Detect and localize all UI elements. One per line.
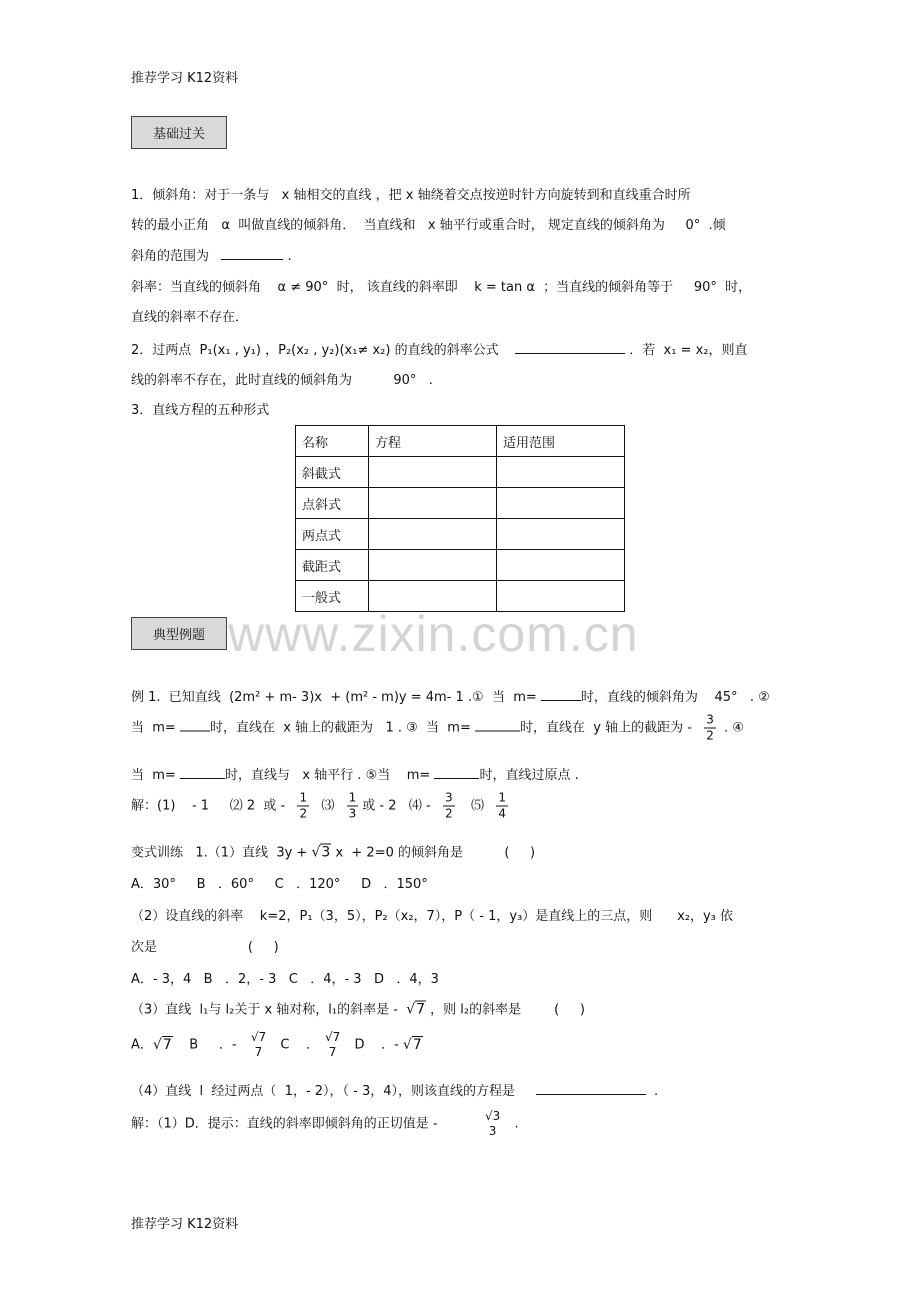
section-heading-examples: 典型例题 bbox=[131, 617, 227, 650]
answer-blank bbox=[180, 719, 210, 732]
text-line bbox=[131, 909, 733, 925]
fraction bbox=[297, 791, 309, 822]
radicand: 7 bbox=[416, 1001, 426, 1018]
denominator: 2 bbox=[299, 806, 308, 821]
denominator: 4 bbox=[498, 806, 506, 821]
fraction bbox=[496, 791, 508, 822]
table-cell bbox=[369, 550, 497, 581]
text-segment: 3．直线方程的五种形式 bbox=[131, 403, 270, 418]
table-cell bbox=[369, 519, 497, 550]
table-header-row bbox=[296, 426, 625, 457]
text-line bbox=[131, 1082, 658, 1100]
radicand: 7 bbox=[162, 1036, 172, 1053]
table-cell-name: 一般式 bbox=[296, 581, 369, 612]
table-cell bbox=[369, 457, 497, 488]
numerator: √7 bbox=[250, 1030, 267, 1044]
text-segment: . bbox=[283, 249, 292, 264]
text-line bbox=[131, 940, 279, 956]
text-line bbox=[131, 403, 269, 419]
text-line bbox=[131, 972, 439, 988]
text-segment: （2）设直线的斜率 k=2，P₁（3，5），P₂（x₂，7），P（ - 1，y₃）是直线上的三点，则 x₂，y₃ 依 bbox=[131, 909, 734, 924]
text-segment: C ． bbox=[272, 1037, 319, 1053]
table-row bbox=[296, 550, 625, 581]
answer-blank bbox=[515, 341, 625, 354]
text-segment: A． bbox=[131, 1037, 153, 1053]
text-line bbox=[131, 877, 428, 893]
text-line bbox=[131, 791, 512, 822]
text-segment: 时，直线与 x 轴平行 . ⑤当 m= bbox=[224, 768, 435, 783]
square-root: √7 bbox=[402, 1036, 422, 1053]
text-segment: x + 2=0 的倾斜角是 ( ) bbox=[331, 845, 536, 861]
text-segment: . bbox=[645, 1084, 659, 1099]
fraction bbox=[704, 713, 716, 744]
fraction bbox=[483, 1109, 502, 1139]
section-heading-basics: 基础过关 bbox=[131, 116, 227, 149]
table-cell-name: 两点式 bbox=[296, 519, 369, 550]
table-row bbox=[296, 488, 625, 519]
numerator: √3 bbox=[484, 1109, 501, 1123]
numerator: √7 bbox=[324, 1030, 341, 1044]
page-footer: 推荐学习 K12资料 bbox=[131, 1217, 239, 1232]
text-segment: ⑸ bbox=[458, 798, 493, 814]
text-line bbox=[131, 766, 579, 784]
table-cell-name: 斜截式 bbox=[296, 457, 369, 488]
table-row bbox=[296, 457, 625, 488]
text-line bbox=[131, 247, 292, 265]
text-segment: A．30° B ．60° C ．120° D ．150° bbox=[131, 877, 428, 892]
text-segment: 斜率：当直线的倾斜角 α ≠ 90° 时， 该直线的斜率即 k = tan α ；当直线的倾斜角等于 90° 时， bbox=[131, 280, 752, 295]
text-segment: 变式训练 1.（1）直线 3y + bbox=[131, 845, 312, 861]
text-segment: 斜角的范围为 bbox=[131, 249, 222, 264]
text-line bbox=[131, 688, 770, 706]
text-segment: 次是 ( ) bbox=[131, 940, 279, 955]
text-segment: . bbox=[506, 1116, 519, 1132]
text-segment: 时，直线过原点 . bbox=[479, 768, 579, 783]
answer-blank bbox=[221, 247, 283, 260]
table-cell bbox=[497, 519, 625, 550]
text-segment: . ④ bbox=[719, 720, 744, 736]
text-segment: 转的最小正角 α 叫做直线的倾斜角． 当直线和 x 轴平行或重合时， 规定直线的倾斜角为 0° .倾 bbox=[131, 218, 726, 233]
text-segment: 线的斜率不存在，此时直线的倾斜角为 90° . bbox=[131, 373, 433, 388]
text-line bbox=[131, 310, 248, 326]
text-segment: 当 m= bbox=[131, 720, 180, 736]
text-line bbox=[131, 373, 433, 389]
text-line bbox=[131, 1002, 585, 1019]
text-segment: 2．过两点 P₁(x₁ , y₁) ，P₂(x₂ , y₂)(x₁≠ x₂) 的直线的斜率公式 bbox=[131, 343, 516, 358]
text-segment: 当 m= bbox=[131, 768, 180, 783]
table-cell bbox=[497, 488, 625, 519]
numerator: 3 bbox=[706, 712, 714, 727]
text-segment: B ．- bbox=[172, 1037, 245, 1053]
radicand: 3 bbox=[321, 844, 331, 861]
answer-blank bbox=[434, 766, 479, 779]
table-header-cell: 方程 bbox=[369, 426, 497, 457]
denominator: 3 bbox=[348, 806, 357, 821]
text-segment: （4）直线 l 经过两点（ 1，- 2），（ - 3，4），则该直线的方程是 bbox=[131, 1084, 536, 1099]
text-segment: 直线的斜率不存在． bbox=[131, 310, 249, 325]
text-line bbox=[131, 1109, 519, 1139]
table-cell bbox=[497, 550, 625, 581]
text-line bbox=[131, 845, 535, 862]
square-root: √7 bbox=[152, 1036, 172, 1053]
table-cell-name: 截距式 bbox=[296, 550, 369, 581]
fraction bbox=[323, 1030, 342, 1060]
page-header: 推荐学习 K12资料 bbox=[131, 71, 239, 86]
text-segment: ，则 l₂的斜率是 ( ) bbox=[426, 1002, 585, 1018]
text-segment: ．若 x₁ = x₂，则直 bbox=[625, 343, 748, 358]
text-segment: D ．- bbox=[346, 1037, 403, 1053]
table-header-cell: 名称 bbox=[296, 426, 369, 457]
text-segment: ⑶ bbox=[313, 798, 343, 814]
text-line bbox=[131, 218, 726, 234]
fraction bbox=[347, 791, 359, 822]
denominator: 2 bbox=[445, 806, 453, 821]
text-line bbox=[131, 280, 751, 296]
denominator: 2 bbox=[706, 728, 714, 743]
answer-blank bbox=[541, 688, 581, 701]
text-segment: A．- 3，4 B ．2，- 3 C ．4，- 3 D ．4，3 bbox=[131, 972, 439, 987]
answer-blank bbox=[475, 719, 520, 732]
denominator: 3 bbox=[488, 1124, 497, 1138]
text-segment: （3）直线 l₁与 l₂关于 x 轴对称，l₁的斜率是 - bbox=[131, 1002, 407, 1018]
text-segment: 时，直线在 y 轴上的截距为 - bbox=[520, 720, 701, 736]
denominator: 7 bbox=[328, 1045, 337, 1059]
numerator: 1 bbox=[498, 790, 506, 805]
numerator: 3 bbox=[445, 790, 453, 805]
radicand: 7 bbox=[412, 1036, 422, 1053]
text-segment: 1．倾斜角：对于一条与 x 轴相交的直线 ，把 x 轴绕着交点按逆时针方向旋转到和直线重合时所 bbox=[131, 188, 691, 203]
answer-blank bbox=[180, 766, 225, 779]
table-header-cell: 适用范围 bbox=[497, 426, 625, 457]
numerator: 1 bbox=[348, 790, 357, 805]
line-equation-forms-table bbox=[295, 425, 625, 612]
square-root: √3 bbox=[311, 844, 331, 861]
text-line bbox=[131, 713, 744, 744]
fraction bbox=[443, 791, 455, 822]
table-cell bbox=[369, 488, 497, 519]
denominator: 7 bbox=[254, 1045, 263, 1059]
text-segment: 例 1. 已知直线 (2m² + m- 3)x + (m² - m)y = 4m- 1 .① 当 m= bbox=[131, 690, 541, 705]
table-row bbox=[296, 519, 625, 550]
text-segment: 解：(1) - 1 ⑵ 2 或 - bbox=[131, 798, 294, 814]
text-line bbox=[131, 341, 748, 359]
watermark: www.zixin.com.cn bbox=[228, 606, 639, 662]
square-root: √7 bbox=[406, 1001, 426, 1018]
text-segment: 或 - 2 ⑷ - bbox=[362, 798, 439, 814]
text-line bbox=[131, 1030, 423, 1060]
table-cell bbox=[497, 457, 625, 488]
fraction bbox=[249, 1030, 268, 1060]
text-line bbox=[131, 188, 691, 204]
answer-blank bbox=[536, 1082, 646, 1095]
table-cell-name: 点斜式 bbox=[296, 488, 369, 519]
text-segment: 时，直线的倾斜角为 45° . ② bbox=[580, 690, 770, 705]
text-segment: 解：（1）D．提示：直线的斜率即倾斜角的正切值是 - bbox=[131, 1116, 479, 1132]
numerator: 1 bbox=[299, 790, 308, 805]
text-segment: 时，直线在 x 轴上的截距为 1 . ③ 当 m= bbox=[209, 720, 475, 736]
